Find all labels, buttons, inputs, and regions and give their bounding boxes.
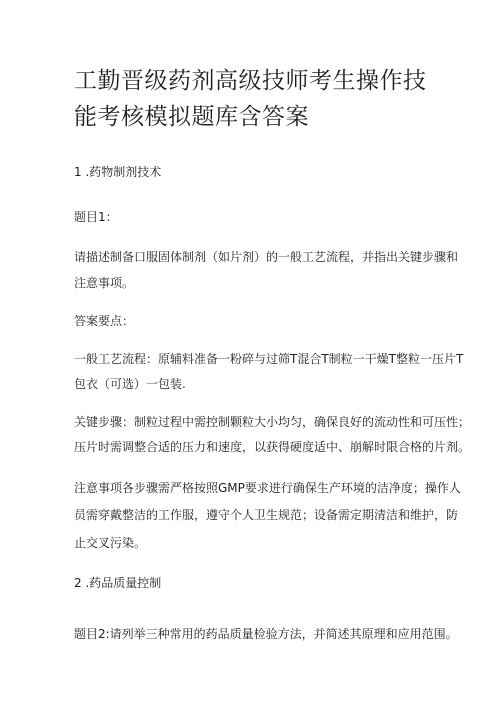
notes-line-1: 注意事项各步骤需严格按照GMP要求进行确保生产环境的洁净度；操作人 xyxy=(74,481,461,495)
key-steps-line-1: 关键步骤：制粒过程中需控制颗粒大小均匀，确保良好的流动性和可压性； xyxy=(74,415,471,429)
question-1-label: 题目1： xyxy=(74,210,118,224)
notes-line-3: 止交叉污染。 xyxy=(74,536,147,550)
section-heading-2: 2 .药品质量控制 xyxy=(74,576,162,590)
document-title-line-1: 工勤晋级药剂高级技师考生操作技 xyxy=(74,68,427,94)
process-line-2: 包衣（可选）一包装. xyxy=(74,377,186,391)
process-line-1: 一般工艺流程：原辅料准备一粉碎与过筛T混合T制粒一干燥T整粒一压片T xyxy=(74,352,464,366)
question-2-text: 题目2:请列举三种常用的药品质量检验方法，并简述其原理和应用范围。 xyxy=(74,627,458,641)
notes-line-2: 员需穿戴整洁的工作服，遵守个人卫生规范；设备需定期清洁和维护，防 xyxy=(74,508,459,522)
question-1-text-line-2: 注意事项。 xyxy=(74,276,135,290)
key-steps-line-2: 压片时需调整合适的压力和速度，以获得硬度适中、崩解时限合格的片剂。 xyxy=(74,440,471,454)
question-1-text-line-1: 请描述制备口服固体制剂（如片剂）的一般工艺流程，并指出关键步骤和 xyxy=(74,250,459,264)
answer-label: 答案要点： xyxy=(74,314,135,328)
document-title-line-2: 能考核模拟题库含答案 xyxy=(74,104,309,130)
section-heading-1: 1 .药物制剂技术 xyxy=(74,165,162,179)
